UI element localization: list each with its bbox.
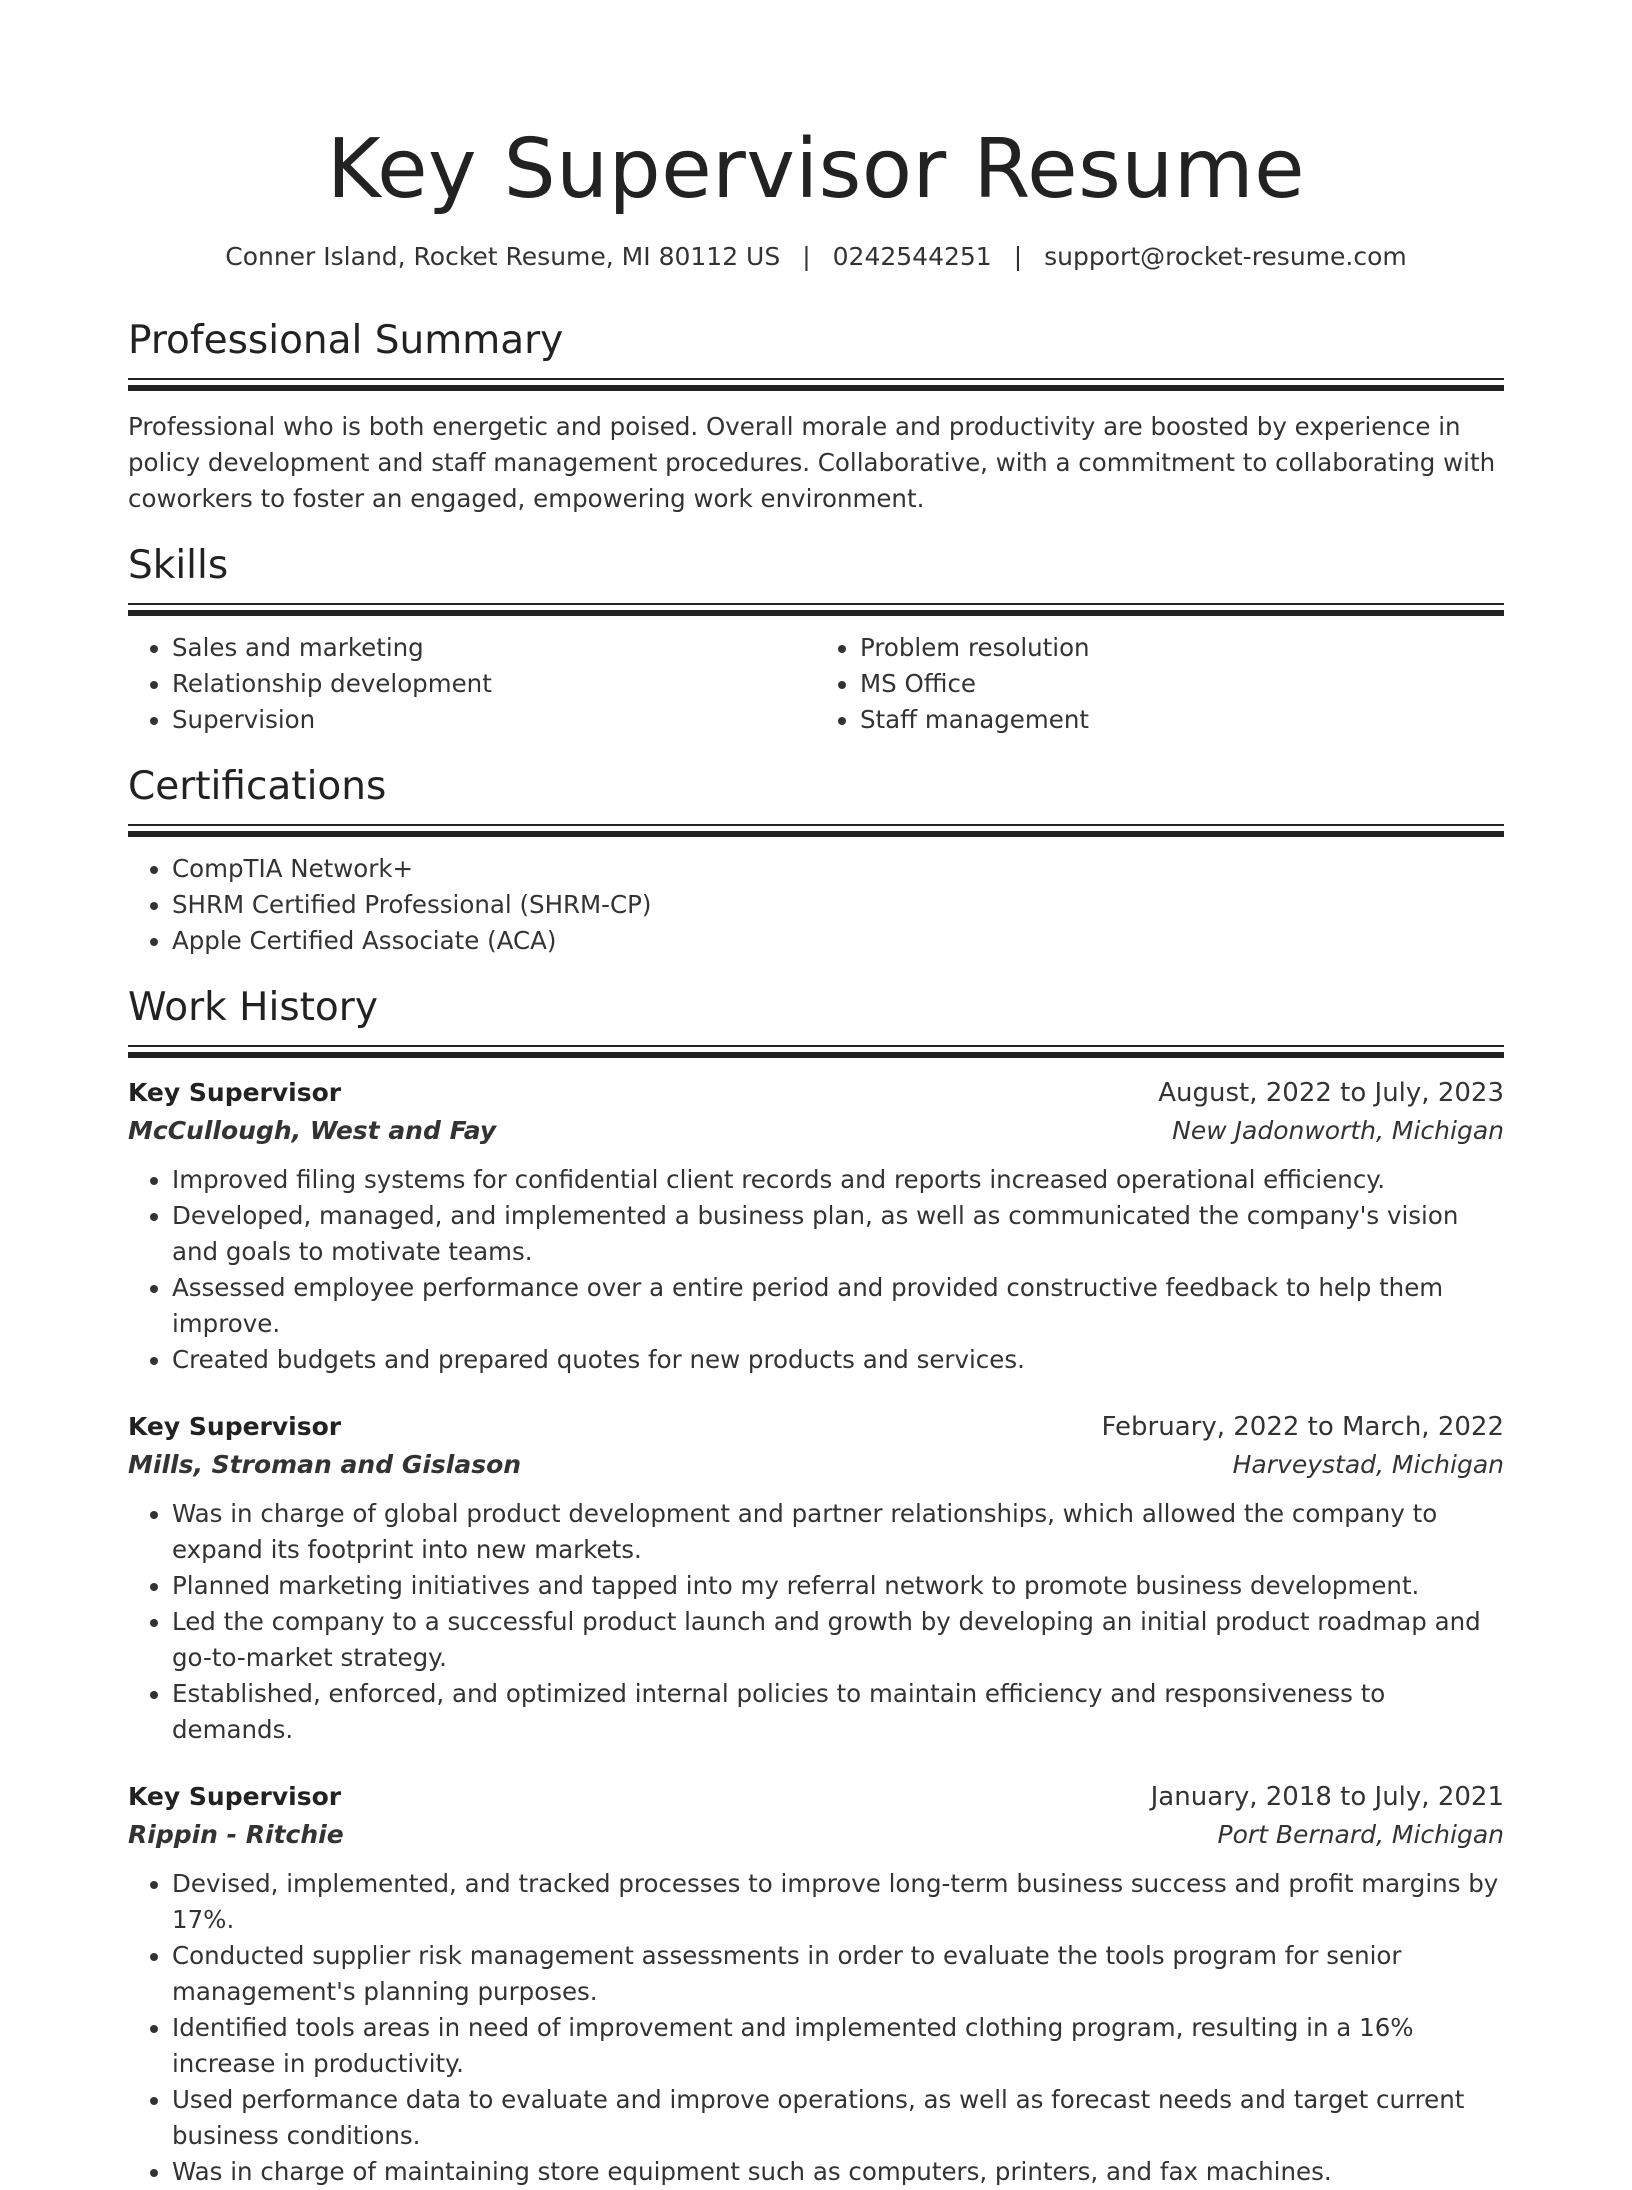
job-header	[128, 1408, 1504, 1446]
job-company: Mills, Stroman and Gislason	[128, 1450, 522, 1479]
job-location: Port Bernard, Michigan	[1217, 1820, 1504, 1849]
job-bullet: • Improved filing systems for confidential client records and reports increased operational efficiency.	[172, 1162, 1504, 1198]
skill-item: • Problem resolution	[860, 630, 1504, 666]
resume-page	[128, 0, 1504, 2190]
job-bullet: • Was in charge of global product development and partner relationships, which allowed the company to expand its footprint into new markets.	[172, 1496, 1504, 1568]
job-company: McCullough, West and Fay	[128, 1116, 497, 1145]
contact-address: Conner Island, Rocket Resume, MI 80112 US	[225, 242, 781, 271]
contact-separator: |	[802, 242, 811, 271]
job-bullet: • Used performance data to evaluate and improve operations, as well as forecast needs and target current business conditions.	[172, 2082, 1504, 2154]
job-bullets	[128, 1866, 1504, 2190]
job-bullet: • Identified tools areas in need of improvement and implemented clothing program, resulting in a 16% increase in productivity.	[172, 2010, 1504, 2082]
contact-line	[128, 240, 1504, 274]
skills-grid	[128, 630, 1504, 738]
job-dates: January, 2018 to July, 2021	[1150, 1782, 1504, 1812]
job-bullet: • Conducted supplier risk management assessments in order to evaluate the tools program for senior management's planning purposes.	[172, 1938, 1504, 2010]
job-location: Harveystad, Michigan	[1232, 1450, 1504, 1479]
work-history-heading: Work History	[128, 985, 378, 1030]
job-subheader	[128, 1816, 1504, 1854]
skill-item: • MS Office	[860, 666, 1504, 702]
job-entry	[128, 1778, 1504, 2190]
skill-item: • Relationship development	[172, 666, 816, 702]
job-location: New Jadonworth, Michigan	[1172, 1116, 1504, 1145]
contact-separator: |	[1013, 242, 1023, 271]
job-entry	[128, 1408, 1504, 1748]
certifications-heading: Certifications	[128, 764, 387, 809]
skills-list-right	[816, 630, 1504, 738]
certification-item: • CompTIA Network+	[172, 851, 1504, 887]
job-bullet: • Created budgets and prepared quotes for new products and services.	[172, 1342, 1504, 1378]
job-bullet: • Assessed employee performance over a entire period and provided constructive feedback to help them improve.	[172, 1270, 1504, 1342]
job-bullet: • Devised, implemented, and tracked processes to improve long-term business success and profit margins by 17%.	[172, 1866, 1504, 1938]
job-title: Key Supervisor	[128, 1782, 342, 1811]
job-dates: February, 2022 to March, 2022	[1101, 1412, 1504, 1442]
certification-item: • SHRM Certified Professional (SHRM-CP)	[172, 887, 1504, 923]
skill-item: • Staff management	[860, 702, 1504, 738]
job-subheader	[128, 1446, 1504, 1484]
section-divider	[128, 1045, 1504, 1058]
job-bullet: • Planned marketing initiatives and tapped into my referral network to promote business development.	[172, 1568, 1504, 1604]
skills-section	[128, 541, 1504, 738]
job-entry	[128, 1074, 1504, 1378]
skills-heading: Skills	[128, 543, 229, 588]
section-divider	[128, 824, 1504, 837]
certification-item: • Apple Certified Associate (ACA)	[172, 923, 1504, 959]
job-bullet: • Developed, managed, and implemented a business plan, as well as communicated the company's vision and goals to motivate teams.	[172, 1198, 1504, 1270]
summary-heading: Professional Summary	[128, 318, 564, 363]
job-bullet: • Led the company to a successful product launch and growth by developing an initial product roadmap and go-to-market strategy.	[172, 1604, 1504, 1676]
job-dates: August, 2022 to July, 2023	[1158, 1078, 1504, 1108]
page-title: Key Supervisor Resume	[326, 122, 1306, 217]
job-company: Rippin - Ritchie	[128, 1820, 344, 1849]
summary-text: Professional who is both energetic and poised. Overall morale and productivity are boosted by experience in policy development and staff management procedures. Collaborative, with a commitment to collaborating with coworkers to foster an engaged, empowering work environment.	[128, 412, 1496, 513]
contact-phone: 0242544251	[832, 242, 992, 271]
section-divider	[128, 378, 1504, 391]
job-title: Key Supervisor	[128, 1412, 342, 1441]
job-header	[128, 1074, 1504, 1112]
job-bullet: • Was in charge of maintaining store equipment such as computers, printers, and fax machines.	[172, 2154, 1504, 2190]
certifications-section	[128, 762, 1504, 959]
summary-section	[128, 316, 1504, 517]
job-subheader	[128, 1112, 1504, 1150]
skills-list-left	[128, 630, 816, 738]
contact-email: support@rocket-resume.com	[1044, 242, 1407, 271]
skill-item: • Sales and marketing	[172, 630, 816, 666]
job-bullet: • Established, enforced, and optimized internal policies to maintain efficiency and responsiveness to demands.	[172, 1676, 1504, 1748]
skill-item: • Supervision	[172, 702, 816, 738]
certifications-list	[128, 851, 1504, 959]
job-bullets	[128, 1162, 1504, 1378]
work-history-section	[128, 983, 1504, 2190]
section-divider	[128, 603, 1504, 616]
job-title: Key Supervisor	[128, 1078, 342, 1107]
job-bullets	[128, 1496, 1504, 1748]
job-header	[128, 1778, 1504, 1816]
